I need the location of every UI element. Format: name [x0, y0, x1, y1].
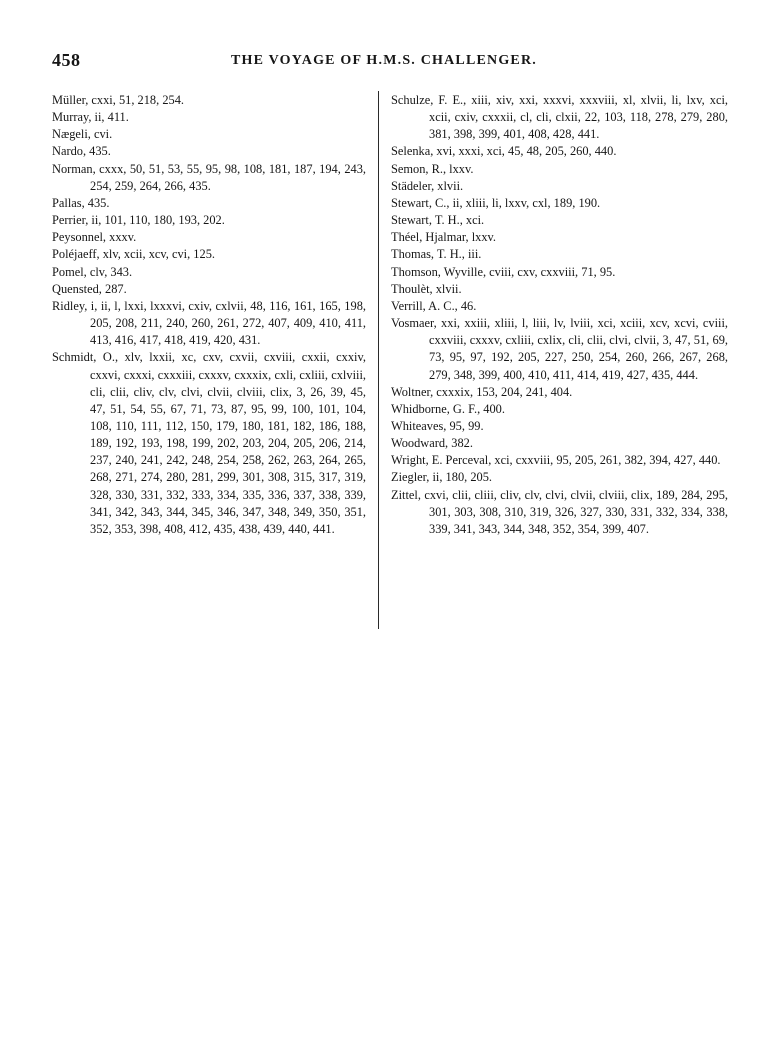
index-entry: Woodward, 382.	[391, 436, 473, 451]
index-entry: Quensted, 287.	[52, 281, 127, 296]
index-entry: Nægeli, cvi.	[52, 127, 113, 142]
index-entry: Thoulèt, xlvii.	[391, 281, 462, 296]
index-entry: Pomel, clv, 343.	[52, 264, 133, 279]
index-entry: Théel, Hjalmar, lxxv.	[391, 230, 497, 245]
index-entry: Pallas, 435.	[52, 195, 110, 210]
index-entry: Schmidt, O., xlv, lxxii, xc, cxv, cxvii, cxviii, cxxii, cxxiv, cxxvi, cxxxi, cxxxiii, cxxxv, cxxxix, cxli, cxliii, cxlviii, cli, clii, cliv, clv, clvi, clvii, clviii, clix, 3, 26, 39, 45, 47, 51, 54, 55, 67, 71, 73, 87, 95, 99, 100, 101, 104, 108, 110, 111, 112, 150, 179, 180, 181, 182, 186, 188, 189, 192, 193, 198, 199, 202, 203, 204, 205, 206, 214, 237, 240, 241, 242, 248, 254, 258, 262, 263, 264, 265, 268, 271, 274, 280, 281, 299, 301, 308, 315, 317, 319, 328, 330, 331, 332, 333, 334, 335, 336, 337, 338, 339, 341, 342, 343, 344, 345, 346, 347, 348, 349, 350, 351, 352, 353, 398, 408, 412, 435, 438, 439, 440, 441.	[52, 350, 366, 536]
index-entry: Städeler, xlvii.	[391, 178, 464, 193]
index-entry: Selenka, xvi, xxxi, xci, 45, 48, 205, 260, 440.	[391, 144, 617, 159]
index-entry: Perrier, ii, 101, 110, 180, 193, 202.	[52, 213, 225, 228]
index-entry: Verrill, A. C., 46.	[391, 298, 477, 313]
index-entry: Schulze, F. E., xiii, xiv, xxi, xxxvi, xxxviii, xl, xlvii, li, lxv, xci, xcii, cxiv, cxxxii, cl, cli, clxii, 22, 103, 118, 278, 279, 280, 381, 398, 399, 401, 408, 428, 441.	[391, 93, 728, 142]
index-entry: Stewart, T. H., xci.	[391, 213, 485, 228]
index-entry: Ziegler, ii, 180, 205.	[391, 470, 493, 485]
page-number: 458	[52, 50, 81, 70]
page-header	[52, 50, 728, 72]
index-entry: Woltner, cxxxix, 153, 204, 241, 404.	[391, 384, 573, 399]
index-entry: Poléjaeff, xlv, xcii, xcv, cvi, 125.	[52, 247, 215, 262]
index-entry: Whidborne, G. F., 400.	[391, 401, 505, 416]
index-left-column	[52, 92, 366, 538]
index-right-column	[391, 92, 728, 538]
index-entry: Semon, R., lxxv.	[391, 161, 474, 176]
index-entry: Murray, ii, 411.	[52, 110, 129, 125]
index-entry: Whiteaves, 95, 99.	[391, 418, 484, 433]
index-entry: Wright, E. Perceval, xci, cxxviii, 95, 205, 261, 382, 394, 427, 440.	[391, 453, 721, 468]
index-entry: Norman, cxxx, 50, 51, 53, 55, 95, 98, 108, 181, 187, 194, 243, 254, 259, 264, 266, 435.	[52, 161, 366, 193]
column-divider	[378, 91, 379, 629]
index-entry: Thomas, T. H., iii.	[391, 247, 482, 262]
running-title: THE VOYAGE OF H.M.S. CHALLENGER.	[231, 53, 537, 68]
index-entry: Müller, cxxi, 51, 218, 254.	[52, 93, 185, 107]
index-entry: Peysonnel, xxxv.	[52, 230, 137, 245]
index-entry: Thomson, Wyville, cviii, cxv, cxxviii, 71, 95.	[391, 264, 616, 279]
index-entry: Ridley, i, ii, l, lxxi, lxxxvi, cxiv, cxlvii, 48, 116, 161, 165, 198, 205, 208, 211, 240, 260, 261, 272, 407, 409, 410, 411, 413, 416, 417, 418, 419, 420, 431.	[52, 298, 366, 348]
index-entry: Stewart, C., ii, xliii, li, lxxv, cxl, 189, 190.	[391, 195, 601, 210]
index-entry: Zittel, cxvi, clii, cliii, cliv, clv, clvi, clvii, clviii, clix, 189, 284, 295, 301, 303, 308, 310, 319, 326, 327, 330, 331, 332, 334, 338, 339, 341, 343, 344, 348, 352, 354, 399, 407.	[391, 487, 728, 536]
index-entry: Nardo, 435.	[52, 144, 111, 159]
index-entry: Vosmaer, xxi, xxiii, xliii, l, liii, lv, lviii, xci, xciii, xcv, xcvi, cviii, cxxviii, cxxxv, cxliii, cxlix, cli, clii, clvi, clvii, 3, 47, 51, 69, 73, 95, 97, 192, 205, 227, 250, 254, 260, 266, 267, 268, 279, 348, 399, 400, 410, 411, 414, 419, 427, 435, 444.	[391, 316, 728, 382]
